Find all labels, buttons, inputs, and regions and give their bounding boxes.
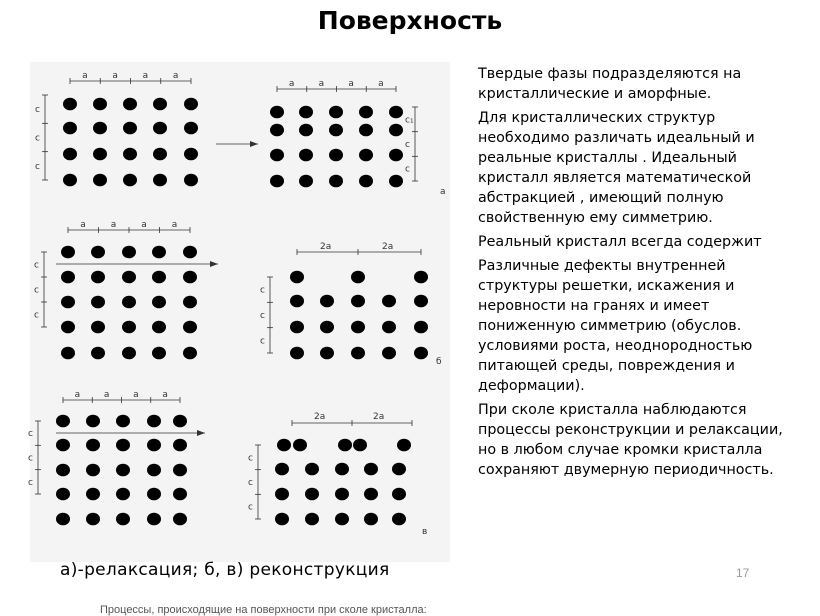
spacing-label: а (103, 390, 110, 400)
spacing-label: с (260, 311, 265, 321)
spacing-label: с₁ (405, 115, 414, 126)
spacing-label: с (260, 336, 265, 347)
atom-dot (122, 296, 136, 309)
atom-dot (153, 174, 167, 187)
atom-dot (153, 98, 167, 111)
page-number: 17 (736, 566, 750, 580)
paragraph-defects: Различные дефекты внутренней структуры решетки, искажения и неровности на гранях и имеет пониженную симметрию (обуслов. условиями роста, неоднородностью питающей среды, повреждения и деформации). (478, 258, 753, 394)
atom-dot (389, 149, 403, 162)
atom-dot (153, 122, 167, 135)
text-column (478, 64, 796, 484)
atom-dot (183, 271, 197, 284)
atom-dot (414, 321, 428, 334)
atom-dot (329, 175, 343, 188)
atom-dot (61, 321, 75, 334)
atom-dot (93, 122, 107, 135)
atom-dot (299, 149, 313, 162)
atom-dot (184, 174, 198, 187)
panel-label-v: в (422, 527, 428, 537)
spacing-label: а (141, 220, 147, 230)
atom-dot (184, 148, 198, 161)
spacing-label: а (171, 220, 178, 230)
spacing-label: а (172, 71, 179, 81)
atom-dot (183, 246, 197, 259)
spacing-label: 2а (382, 242, 394, 252)
atom-dot (305, 513, 319, 526)
atom-dot (116, 513, 130, 526)
atom-dot (122, 347, 136, 360)
spacing-label: а (112, 71, 118, 81)
panel-label-b: б (436, 357, 442, 367)
atom-dot (86, 464, 100, 477)
atom-dot (147, 415, 161, 428)
atom-dot (56, 513, 70, 526)
atom-dot (270, 106, 284, 119)
spacing-label: а (288, 79, 295, 89)
atom-dot (61, 296, 75, 309)
atom-dot (183, 347, 197, 360)
spacing-label: а (378, 79, 384, 89)
atom-dot (290, 347, 304, 360)
atom-dot (359, 175, 373, 188)
atom-dot (147, 488, 161, 501)
atom-dot (122, 321, 136, 334)
atom-dot (270, 175, 284, 188)
atom-dot (152, 321, 166, 334)
atom-dot (338, 439, 352, 452)
figure-caption: Процессы, происходящие на поверхности при сколе кристалла: (100, 604, 427, 616)
atom-dot (335, 463, 349, 476)
atom-dot (351, 295, 365, 308)
atom-dot (184, 122, 198, 135)
atom-dot (414, 271, 428, 284)
atom-dot (61, 347, 75, 360)
paragraph-real-crystal: Реальный кристалл всегда содержит (478, 234, 762, 250)
figure-subcaption: а)-релаксация; б, в) реконструкция (60, 560, 390, 580)
atom-dot (173, 464, 187, 477)
atom-dot (299, 124, 313, 137)
atom-dot (275, 463, 289, 476)
atom-dot (153, 148, 167, 161)
atom-dot (86, 513, 100, 526)
atom-dot (351, 271, 365, 284)
arrow-head (210, 261, 218, 267)
atom-dot (91, 296, 105, 309)
spacing-label: а (162, 390, 168, 400)
atom-dot (123, 174, 137, 187)
atom-dot (183, 321, 197, 334)
atom-dot (123, 98, 137, 111)
spacing-label: с (405, 140, 410, 150)
atom-dot (351, 347, 365, 360)
spacing-label: с (34, 285, 39, 296)
atom-dot (56, 464, 70, 477)
atom-dot (116, 464, 130, 477)
atom-dot (364, 488, 378, 501)
atom-dot (389, 124, 403, 137)
atom-dot (61, 271, 75, 284)
atom-dot (414, 347, 428, 360)
lattice-diagrams (30, 62, 450, 562)
spacing-label: с (248, 478, 253, 488)
spacing-label: с (248, 453, 253, 464)
atom-dot (364, 513, 378, 526)
atom-dot (173, 415, 187, 428)
spacing-label: а (110, 220, 117, 230)
atom-dot (93, 98, 107, 111)
atom-dot (290, 321, 304, 334)
atom-dot (305, 488, 319, 501)
paragraph-cleavage: При сколе кристалла наблюдаются процессы реконструкции и релаксации, но в любом случае кромки кристалла сохраняют двумерную периодичность. (478, 402, 783, 478)
atom-dot (116, 415, 130, 428)
atom-dot (63, 98, 77, 111)
spacing-label: 2а (373, 412, 385, 422)
atom-dot (63, 122, 77, 135)
atom-dot (86, 488, 100, 501)
spacing-label: с (35, 105, 40, 116)
spacing-label: с (35, 161, 40, 172)
spacing-label: с (248, 502, 253, 513)
atom-dot (320, 295, 334, 308)
atom-dot (397, 439, 411, 452)
atom-dot (270, 149, 284, 162)
atom-dot (389, 106, 403, 119)
atom-dot (353, 439, 367, 452)
atom-dot (320, 321, 334, 334)
spacing-label: а (318, 79, 325, 89)
spacing-label: с (35, 133, 40, 144)
atom-dot (123, 148, 137, 161)
atom-dot (116, 488, 130, 501)
atom-dot (382, 347, 396, 360)
atom-dot (56, 439, 70, 452)
atom-dot (299, 106, 313, 119)
paragraph-phases: Твердые фазы подразделяются на кристаллические и аморфные. (478, 66, 742, 102)
atom-dot (414, 295, 428, 308)
atom-dot (152, 271, 166, 284)
atom-dot (359, 149, 373, 162)
atom-dot (173, 439, 187, 452)
atom-dot (63, 148, 77, 161)
atom-dot (56, 415, 70, 428)
spacing-label: с (34, 260, 39, 271)
atom-dot (184, 98, 198, 111)
spacing-label: 2а (314, 412, 326, 422)
atom-dot (173, 513, 187, 526)
atom-dot (290, 271, 304, 284)
panel-label-a: а (440, 187, 446, 197)
atom-dot (305, 463, 319, 476)
spacing-label: с (405, 164, 410, 175)
spacing-label: а (74, 390, 81, 400)
spacing-label: а (348, 79, 354, 89)
atom-dot (359, 124, 373, 137)
spacing-label: а (80, 220, 86, 230)
atom-dot (320, 347, 334, 360)
spacing-label: с (260, 285, 265, 296)
atom-dot (91, 321, 105, 334)
atom-dot (270, 124, 284, 137)
atom-dot (299, 175, 313, 188)
atom-dot (147, 464, 161, 477)
spacing-label: а (82, 71, 88, 81)
atom-dot (152, 347, 166, 360)
atom-dot (359, 106, 373, 119)
atom-dot (152, 246, 166, 259)
atom-dot (335, 488, 349, 501)
atom-dot (329, 106, 343, 119)
paragraph-ideal-crystal: Для кристаллических структур необходимо различать идеальный и реальные кристаллы . Идеальный кристалл является математической абстракцией , имеющий полную свойственную ему симметрию. (478, 110, 755, 226)
atom-dot (86, 439, 100, 452)
spacing-label: с (28, 429, 33, 440)
atom-dot (93, 174, 107, 187)
atom-dot (61, 246, 75, 259)
spacing-label: с (34, 310, 39, 321)
atom-dot (329, 149, 343, 162)
atom-dot (122, 271, 136, 284)
atom-dot (275, 488, 289, 501)
atom-dot (290, 295, 304, 308)
atom-dot (392, 463, 406, 476)
atom-dot (63, 174, 77, 187)
atom-dot (389, 175, 403, 188)
atom-dot (392, 513, 406, 526)
atom-dot (122, 246, 136, 259)
arrow-head (250, 141, 258, 147)
atom-dot (382, 295, 396, 308)
atom-dot (293, 439, 307, 452)
atom-dot (56, 488, 70, 501)
atom-dot (91, 347, 105, 360)
atom-dot (93, 148, 107, 161)
atom-dot (382, 321, 396, 334)
atom-dot (123, 122, 137, 135)
spacing-label: с (28, 453, 33, 464)
atom-dot (392, 488, 406, 501)
atom-dot (329, 124, 343, 137)
atom-dot (91, 271, 105, 284)
spacing-label: с (28, 477, 33, 488)
slide-title: Поверхность (317, 6, 503, 35)
atom-dot (351, 321, 365, 334)
atom-dot (173, 488, 187, 501)
atom-dot (147, 513, 161, 526)
atom-dot (364, 463, 378, 476)
spacing-label: 2а (320, 242, 332, 252)
atom-dot (152, 296, 166, 309)
atom-dot (91, 246, 105, 259)
arrow-head (197, 430, 205, 436)
atom-dot (277, 439, 291, 452)
spacing-label: а (142, 71, 149, 81)
atom-dot (335, 513, 349, 526)
atom-dot (183, 296, 197, 309)
atom-dot (147, 439, 161, 452)
atom-dot (86, 415, 100, 428)
spacing-label: а (133, 390, 139, 400)
atom-dot (116, 439, 130, 452)
atom-dot (275, 513, 289, 526)
